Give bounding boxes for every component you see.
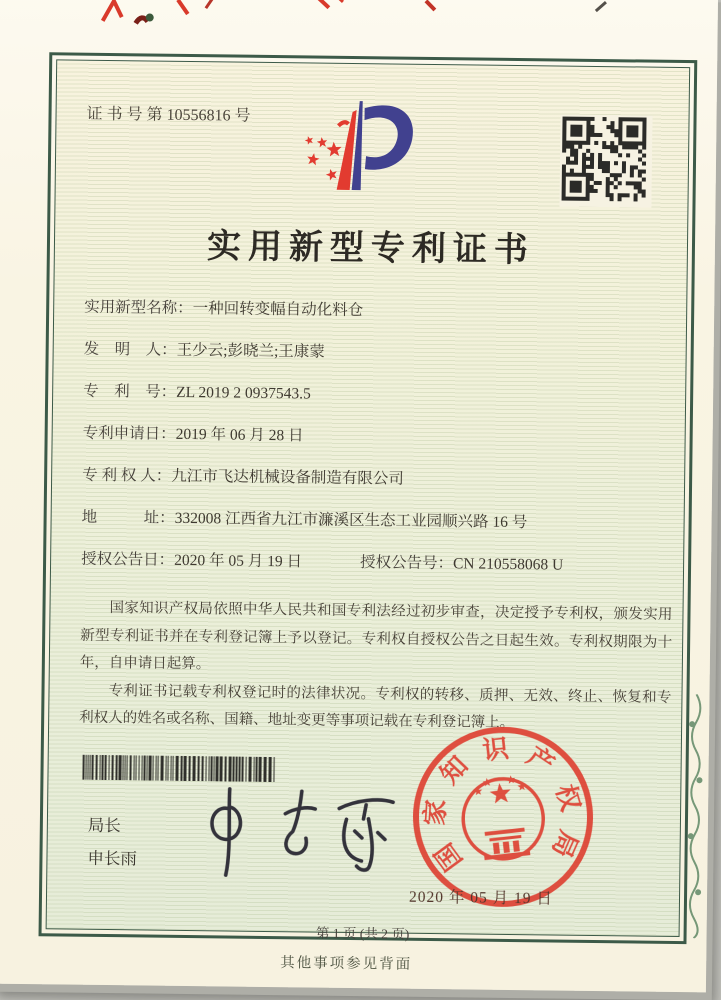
- legal-text: [79, 595, 673, 740]
- field-utility-model-name: [84, 297, 676, 326]
- field-application-date: [83, 423, 675, 452]
- svg-text:产: 产: [521, 741, 560, 780]
- svg-text:知: 知: [434, 750, 474, 790]
- certificate-title: 实用新型专利证书: [206, 228, 536, 270]
- field-label: 专利申请日：: [82, 424, 176, 443]
- field-label: 专 利 权 人：: [82, 466, 172, 485]
- svg-text:国: 国: [429, 837, 468, 876]
- director-name: 申长雨: [87, 848, 138, 869]
- field-value: ZL 2019 2 0937543.5: [176, 383, 311, 403]
- svg-text:家: 家: [420, 798, 451, 827]
- field-grant-announcement: [81, 549, 673, 578]
- field-label: 专 利 号：: [83, 382, 177, 401]
- svg-text:权: 权: [550, 781, 586, 815]
- field-label: 授权公告日：: [81, 550, 175, 569]
- field-inventors: [84, 339, 676, 368]
- director-signature: [189, 777, 411, 890]
- back-note: 其他事项参见背面: [280, 955, 413, 973]
- grant-number: [360, 552, 564, 576]
- page-number: 第 1 页 (共 2 页): [315, 925, 410, 942]
- field-label: 地 址：: [81, 508, 175, 527]
- field-label: 发 明 人：: [83, 340, 177, 359]
- guilloche-background: [46, 59, 691, 942]
- field-label: 实用新型名称：: [84, 298, 193, 318]
- page-edge-marks: [0, 0, 718, 50]
- grant-date: [81, 549, 302, 574]
- field-address: [81, 507, 673, 536]
- field-value: 一种回转变幅自动化料仓: [192, 300, 364, 320]
- field-label: 授权公告号：: [359, 554, 454, 573]
- legal-paragraph-2: 专利证书记载专利权登记时的法律状况。专利权的转移、质押、无效、终止、恢复和专利权人的姓名或名称、国籍、地址变更等事项记载在专利登记簿上。: [79, 682, 672, 731]
- field-patentee: [82, 465, 674, 494]
- legal-paragraph-1: 国家知识产权局依照中华人民共和国专利法经过初步审查，决定授予专利权，颁发实用新型专利证书并在专利登记簿上予以登记。专利权自授权公告之日起生效。专利权期限为十年，自申请日起算。: [79, 600, 673, 673]
- svg-text:局: 局: [546, 826, 584, 862]
- director-title: 局长: [87, 815, 121, 836]
- seal-national-emblem: [459, 772, 548, 863]
- issue-date: 2020 年 05 月 19 日: [408, 888, 554, 908]
- certificate-frame: [39, 52, 698, 944]
- field-value: 2019 年 06 月 28 日: [175, 425, 304, 445]
- qr-code-icon: [559, 115, 652, 208]
- field-value: 2020 年 05 月 19 日: [174, 551, 303, 571]
- certificate-fields: [81, 297, 677, 598]
- field-value: 王少云;彭晓兰;王康蒙: [176, 341, 325, 361]
- certificate-number: 证 书 号 第 10556816 号: [86, 105, 251, 125]
- field-patent-number: [83, 381, 675, 410]
- logo-stars: [303, 135, 342, 182]
- field-value: CN 210558068 U: [452, 555, 564, 574]
- cnipa-logo: [285, 95, 482, 213]
- barcode-icon: [80, 755, 278, 782]
- director-block: [87, 809, 137, 876]
- field-value: 九江市飞达机械设备制造有限公司: [171, 467, 404, 488]
- field-value: 332008 江西省九江市濂溪区生态工业园顺兴路 16 号: [174, 509, 528, 532]
- svg-text:识: 识: [481, 733, 511, 766]
